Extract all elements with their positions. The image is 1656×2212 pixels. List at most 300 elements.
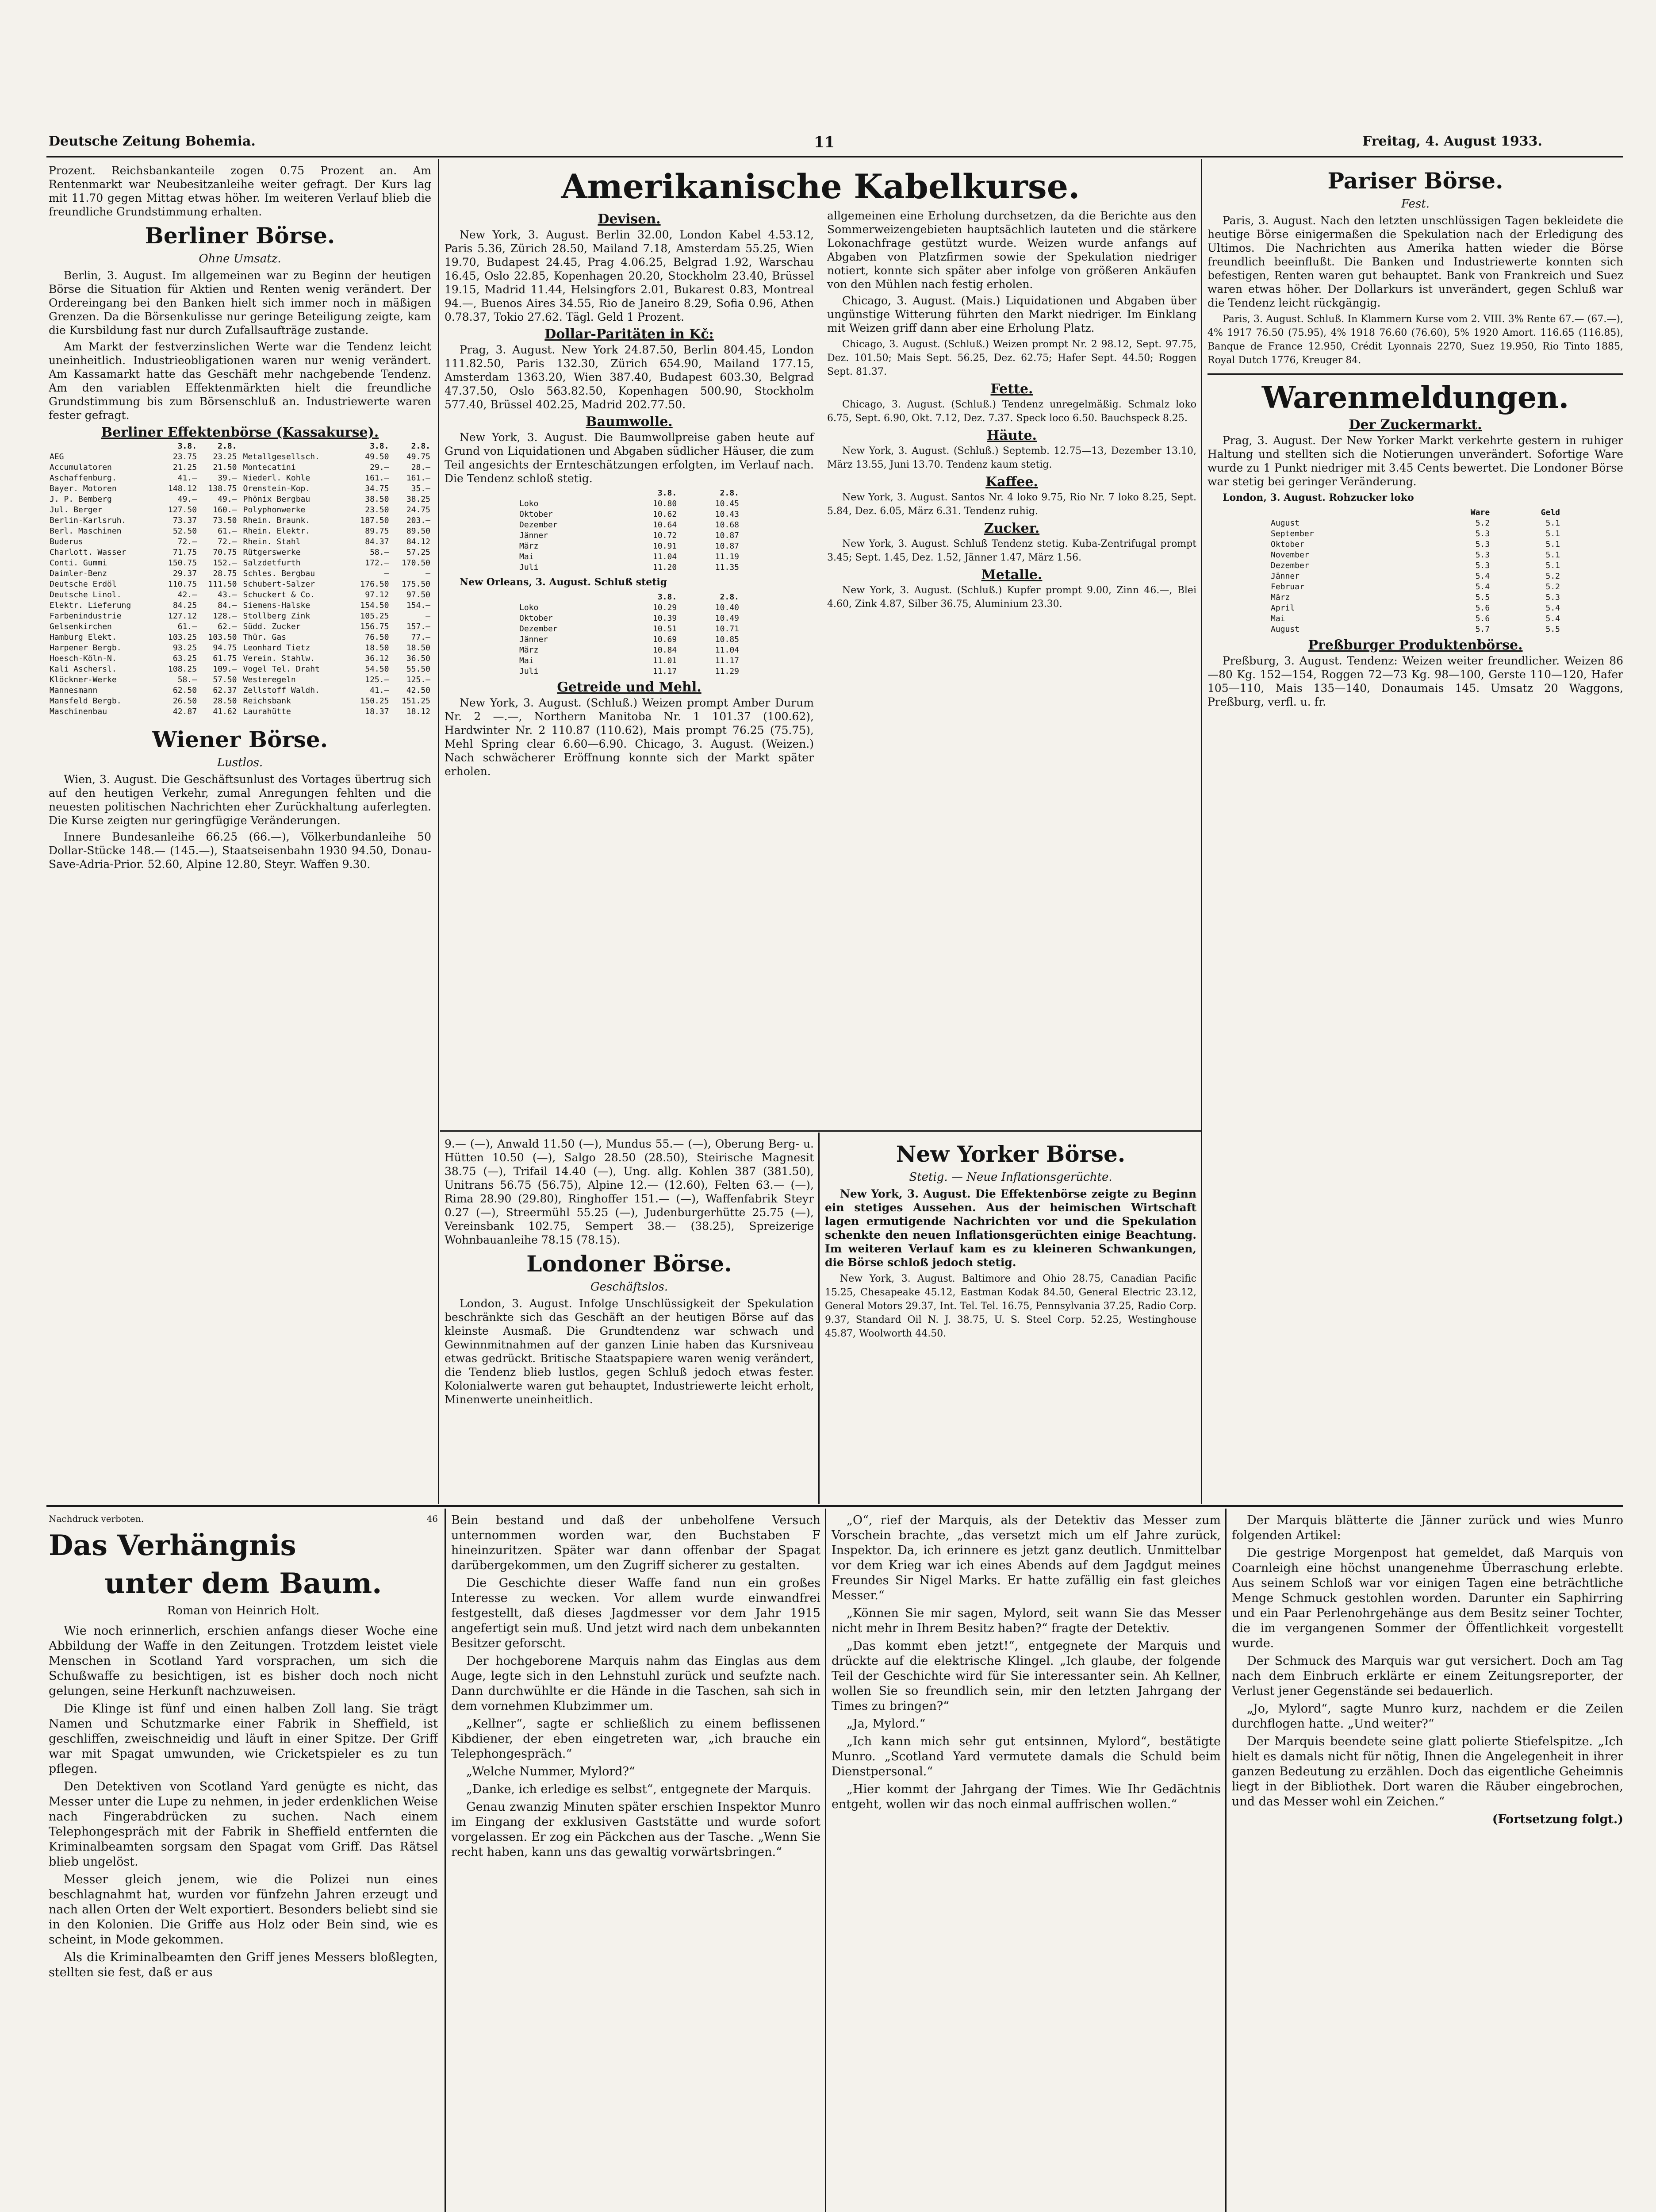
haeute-head: Häute.	[987, 428, 1037, 443]
row-value: 11.17	[715, 656, 739, 665]
table-row	[518, 499, 740, 509]
row-label: Orenstein-Kop.	[243, 484, 310, 493]
row-label: Hamburg Elekt.	[50, 633, 117, 642]
row-value: 161.—	[365, 473, 389, 483]
row-label: AEG	[50, 452, 64, 461]
row-value: 160.—	[213, 505, 237, 515]
row-value: 127.50	[168, 505, 197, 515]
row-label: Jänner	[1271, 572, 1300, 581]
row-label: Reichsbank	[243, 696, 291, 706]
row-value: 55.50	[406, 664, 430, 674]
devisen-head: Devisen.	[598, 211, 661, 227]
row-value: 111.50	[208, 580, 237, 589]
table-row	[49, 473, 238, 484]
row-label: Polyphonwerke	[243, 505, 306, 515]
londoner-boerse-subtitle: Geschäftslos.	[590, 1280, 668, 1294]
serial-paragraph: Der hochgeborene Marquis nahm das Einglas aus dem Auge, legte sich in den Lehnstuhl zurück und seufzte nach. Dann durchwühlte er die Hände in die Taschen, sah sich in dem vornehmen Klubzimmer um.	[451, 1654, 820, 1713]
table-row	[242, 664, 432, 675]
row-value: 18.37	[365, 707, 389, 716]
row-value: 5.1	[1545, 561, 1560, 570]
row-label: Mai	[1271, 614, 1285, 623]
serial-paragraph: Bein bestand und daß der unbeholfene Versuch unternommen worden war, den Buchstaben F hineinzuritzen. Später war dann offenbar der Spagat darübergekommen, um den Zugriff sicherer zu gestalten.	[451, 1513, 820, 1572]
table-row	[242, 462, 432, 473]
row-value: 10.87	[715, 541, 739, 551]
berliner-boerse-subtitle: Ohne Umsatz.	[199, 252, 281, 265]
row-value: 10.68	[715, 520, 739, 530]
table-row	[49, 537, 238, 547]
kabel-left-column	[445, 209, 814, 781]
table-row	[242, 632, 432, 643]
row-value: 10.39	[653, 614, 677, 623]
column-divider	[825, 1509, 826, 2212]
row-value: 43.—	[218, 590, 237, 599]
row-label: Niederl. Kohle	[243, 473, 310, 483]
london-text: London, 3. August. Infolge Unschlüssigkeit der Spekulation beschränkte sich das Geschäft an der heutigen Börse auf das kleinste Ausmaß. Die Grundtendenz war schwach und Gewinnmitnahmen auf der ganzen Linie haben das Kursniveau etwas gedrückt. Britische Staatspapiere waren wenig verändert, die Tendenz blieb lustlos, gegen Schluß jedoch etwas fester. Kolonialwerte waren gut behauptet, Industriewerte leicht erholt, Minenwerte uneinheitlich.	[445, 1297, 814, 1406]
kabel-right-column	[827, 209, 1196, 781]
table-row	[49, 515, 238, 526]
wien-paragraph: Innere Bundesanleihe 66.25 (66.—), Völkerbundanleihe 50 Dollar-Stücke 148.— (145.—), Staatseisenbahn 1930 94.50, Donau-Save-Adria-Prior. 52.60, Alpine 12.80, Steyr. Waffen 9.30.	[49, 830, 431, 871]
fette-head: Fette.	[990, 381, 1033, 397]
zucker-text: New York, 3. August. Schluß Tendenz stetig. Kuba-Zentrifugal prompt 3.45; Sept. 1.45, Dez. 1.52, Jänner 1.47, März 1.56.	[827, 538, 1196, 563]
table-row	[518, 666, 740, 677]
berliner-boerse-title: Berliner Börse.	[145, 223, 335, 249]
table-row	[518, 552, 740, 562]
row-value: 5.1	[1545, 540, 1560, 549]
serial-paragraph: „Ich kann mich sehr gut entsinnen, Mylord“, bestätigte Munro. „Scotland Yard vermutete damals die Schuld beim Dienstpersonal.“	[832, 1735, 1221, 1778]
serial-paragraph: „Hier kommt der Jahrgang der Times. Wie Ihr Gedächtnis entgeht, wollen wir das noch einmal auffrischen wollen.“	[832, 1782, 1221, 1811]
row-value: 18.50	[406, 643, 430, 653]
row-value: 110.75	[168, 580, 197, 589]
row-label: Vogel Tel. Draht	[243, 664, 320, 674]
row-value: 170.50	[401, 558, 430, 568]
table-row	[1270, 571, 1561, 582]
row-value: 154.—	[406, 601, 430, 610]
row-label: Jänner	[519, 531, 548, 540]
row-value: 5.1	[1545, 550, 1560, 560]
pariser-boerse-subtitle: Fest.	[1401, 197, 1430, 211]
paritaeten-head: Dollar-Paritäten in Kč:	[544, 326, 714, 342]
row-label: Verein. Stahlw.	[243, 654, 315, 663]
row-label: März	[519, 645, 539, 655]
wien-continuation: 9.— (—), Anwald 11.50 (—), Mundus 55.— (—), Oberung Berg- u. Hütten 10.50 (—), Salgo 28.50 (28.50), Steirische Magnesit 38.75 (—), Trifail 14.40 (—), Ung. allg. Kohlen 387 (381.50), Unitrans 56.75 (56.75), Alpine 12.— (12.60), Felten 63.— (—), Rima 28.90 (29.80), Ringhoffer 151.— (—), Waffenfabrik Steyr 0.27 (—), Streermühl 55.25 (—), Judenburgerhütte 25.75 (—), Vereinsbank 102.75, Sempert 38.— (38.25), Spreizerige Wohnbauanleihe 78.15 (78.15).	[445, 1137, 814, 1246]
table-row	[242, 558, 432, 568]
table-row	[49, 696, 238, 707]
issue-date: Freitag, 4. August 1933.	[1362, 134, 1542, 149]
grain-head: Getreide und Mehl.	[557, 680, 702, 695]
row-label: November	[1271, 550, 1309, 560]
cotton-neworleans-head: New Orleans, 3. August. Schluß stetig	[460, 576, 667, 588]
table-row	[49, 622, 238, 632]
row-value: 77.—	[411, 633, 430, 642]
row-label: Laurahütte	[243, 707, 291, 716]
row-value: 23.75	[172, 452, 197, 461]
row-label: J. P. Bemberg	[50, 495, 112, 504]
row-label: Kali Aschersl.	[50, 664, 117, 674]
newyorker-boerse-subtitle: Stetig. — Neue Inflationsgerüchte.	[909, 1171, 1112, 1184]
table-row	[1270, 539, 1561, 550]
produktenboerse-text: Preßburg, 3. August. Tendenz: Weizen weiter freundlicher. Weizen 86—80 Kg. 152—154, Roggen 72—73 Kg. 98—100, Gerste 110—120, Hafer 105—110, Mais 135—140, Donaumais 145. Umsatz 20 Waggons, Preßburg, verfl. u. fr.	[1208, 654, 1623, 708]
row-label: April	[1271, 603, 1295, 613]
serial-column-1	[49, 1513, 438, 2212]
row-value: 175.50	[401, 580, 430, 589]
row-label: Salzdetfurth	[243, 558, 301, 568]
newyork-quotes: New York, 3. August. Baltimore and Ohio 28.75, Canadian Pacific 15.25, Chesapeake 45.12, Eastman Kodak 84.50, General Electric 23.12, General Motors 29.37, Int. Tel. Tel. 16.75, Pennsylvania 37.25, Radio Corp. 9.37, Standard Oil N. J. 38.75, U. S. Steel Corp. 52.25, Westinghouse 45.87, Woolworth 44.50.	[825, 1273, 1196, 1339]
column-divider	[445, 1509, 446, 2212]
row-label: Accumulatoren	[50, 463, 112, 472]
table-row	[49, 526, 238, 537]
row-value: 10.49	[715, 614, 739, 623]
table-row	[242, 484, 432, 494]
row-value: 63.25	[172, 654, 197, 663]
serial-column-2	[451, 1513, 820, 2212]
row-label: Conti. Gummi	[50, 558, 107, 568]
row-label: März	[519, 541, 539, 551]
feuilleton-rule	[46, 1505, 1623, 1507]
row-label: Dezember	[519, 624, 558, 634]
row-value: 35.—	[411, 484, 430, 493]
row-value: 5.1	[1545, 529, 1560, 538]
row-value: 10.91	[653, 541, 677, 551]
reprint-notice: Nachdruck verboten.	[49, 1513, 144, 1524]
table-row	[242, 685, 432, 696]
wien-paragraph: Wien, 3. August. Die Geschäftsunlust des Vortages übertrug sich auf den heutigen Verkehr, zumal Anregungen fehlten und die neuesten politischen Nachrichten eher Zurückhaltung auferlegten. Die Kurse zeigten nur geringfügige Veränderungen.	[49, 773, 431, 827]
table-row	[49, 452, 238, 462]
paris-quotes: Paris, 3. August. Schluß. In Klammern Kurse vom 2. VIII. 3% Rente 67.— (67.—), 4% 1917 76.50 (75.95), 4% 1918 76.60 (76.60), 5% 1920 Amort. 116.65 (116.85), Banque de France 12.950, Crédit Lyonnais 2270, Suez 19.950, Rio Tinto 1885, Royal Dutch 1776, Kreuger 84.	[1208, 314, 1623, 366]
baumwolle-text: New York, 3. August. Die Baumwollpreise gaben heute auf Grund von Liquidationen und Abgaben südlicher Häuser, die zum Teil angesichts der Ernteschätzungen erfolgten, im Verlauf nach. Die Tendenz schloß stetig.	[445, 431, 814, 485]
wiener-boerse-title: Wiener Börse.	[152, 726, 328, 753]
row-value: 57.25	[406, 548, 430, 557]
row-value: 29.37	[172, 569, 197, 578]
row-label: Schles. Bergbau	[243, 569, 315, 578]
row-value: 10.64	[653, 520, 677, 530]
row-value: 109.—	[213, 664, 237, 674]
row-label: Hoesch-Köln-N.	[50, 654, 117, 663]
paris-text: Paris, 3. August. Nach den letzten unschlüssigen Tagen bekleidete die heutige Börse einigermaßen die Spekulation nach der Erledigung des Ultimos. Die Nachrichten aus Amerika hatten wieder die Börse freundlich beeinflußt. Die Banken und Industriewerte konnten sich befestigen, Renten waren gut behauptet. Bank von Frankreich und Suez waren etwas höher. Der Dollarkurs ist unverändert, gegen Schluß war die Tendenz leicht rückgängig.	[1208, 214, 1623, 309]
row-value: 61.—	[177, 622, 197, 631]
row-label: Charlott. Wasser	[50, 548, 126, 557]
row-value: 49.75	[406, 452, 430, 461]
section-rule	[440, 1130, 1201, 1132]
row-label: Gelsenkirchen	[50, 622, 112, 631]
row-value: 97.12	[365, 590, 389, 599]
row-value: 5.5	[1475, 593, 1490, 602]
amerikanische-kabelkurse	[445, 164, 1196, 1128]
table-row	[242, 643, 432, 653]
row-value: —	[384, 569, 389, 578]
table-row	[518, 530, 740, 541]
row-value: 103.50	[208, 633, 237, 642]
serial-paragraph: Die Geschichte dieser Waffe fand nun ein großes Interesse zu wecken. Vor allem wurde einwandfrei festgestellt, daß dieses Jagdmesser vor dem Jahr 1915 angefertigt sein muß. Und jetzt wird nach dem unbekannten Besitzer geforscht.	[451, 1576, 820, 1650]
table-row	[1270, 614, 1561, 624]
row-value: 172.—	[365, 558, 389, 568]
row-label: Mansfeld Bergb.	[50, 696, 122, 706]
london-sugar-head: London, 3. August. Rohzucker loko	[1223, 492, 1414, 503]
row-label: Mannesmann	[50, 686, 98, 695]
serial-paragraph: „Welche Nummer, Mylord?“	[466, 1765, 635, 1778]
row-value: 10.85	[715, 635, 739, 644]
row-label: Zellstoff Waldh.	[243, 686, 320, 695]
table-row	[49, 568, 238, 579]
table-row	[518, 624, 740, 634]
row-value: 125.—	[365, 675, 389, 684]
row-value: 11.20	[653, 563, 677, 572]
table-row	[242, 611, 432, 622]
table-row	[242, 494, 432, 505]
row-value: 161.—	[406, 473, 430, 483]
metalle-text: New York, 3. August. (Schluß.) Kupfer prompt 9.00, Zinn 46.—, Blei 4.60, Zink 4.87, Silber 36.75, Aluminium 23.30.	[827, 585, 1196, 610]
table-row	[242, 526, 432, 537]
table-row	[518, 634, 740, 645]
table-row	[242, 537, 432, 547]
row-value: 28.—	[411, 463, 430, 472]
table-row	[49, 505, 238, 515]
row-value: 5.2	[1545, 572, 1560, 581]
row-label: Klöckner-Werke	[50, 675, 117, 684]
table-row	[242, 696, 432, 707]
serial-paragraph: Die Klinge ist fünf und einen halben Zoll lang. Sie trägt Namen und Schutzmarke einer Fabrik in Sheffield, ist geschliffen, zweischneidig und läuft in einer Spitze. Der Griff war mit Spagat umwunden, wie Cricketspieler es zu tun pflegen.	[49, 1702, 438, 1776]
haeute-text: New York, 3. August. (Schluß.) Septemb. 12.75—13, Dezember 13.10, März 13.55, Juni 13.70. Tendenz kaum stetig.	[827, 445, 1196, 470]
table-row	[1270, 518, 1561, 529]
row-value: 84.12	[406, 537, 430, 546]
column-divider	[818, 1133, 820, 1504]
row-value: 84.37	[365, 537, 389, 546]
baumwolle-head: Baumwolle.	[586, 414, 673, 430]
row-label: Juli	[519, 667, 539, 676]
row-value: 71.75	[172, 548, 197, 557]
serial-column-3	[832, 1513, 1221, 2212]
table-row	[518, 645, 740, 656]
table-row	[518, 509, 740, 520]
row-value: 10.62	[653, 510, 677, 519]
serial-column-4	[1232, 1513, 1623, 2212]
table-row	[518, 520, 740, 530]
row-value: 11.04	[715, 645, 739, 655]
serial-continuation-note: (Fortsetzung folgt.)	[1492, 1813, 1623, 1826]
paritaeten-text: Prag, 3. August. New York 24.87.50, Berlin 804.45, London 111.82.50, Paris 132.30, Zürich 654.90, Mailand 177.15, Amsterdam 1363.20, Wien 387.40, Budapest 603.30, Belgrad 47.37.50, Oslo 563.82.50, Kopenhagen 500.90, Stockholm 577.40, Brüssel 402.25, Madrid 202.77.50.	[445, 343, 814, 411]
row-value: 128.—	[213, 611, 237, 621]
row-value: 41.—	[177, 473, 197, 483]
row-label: Dezember	[519, 520, 558, 530]
row-label: Deutsche Erdöl	[50, 580, 117, 589]
row-label: Oktober	[519, 510, 553, 519]
row-value: 203.—	[406, 516, 430, 525]
row-value: 5.2	[1475, 518, 1490, 528]
row-value: 10.87	[715, 531, 739, 540]
row-value: 5.6	[1475, 603, 1490, 613]
table-row	[49, 494, 238, 505]
row-value: 58.—	[177, 675, 197, 684]
row-value: —	[426, 569, 430, 578]
serial-paragraph: Die gestrige Morgenpost hat gemeldet, daß Marquis von Coarnleigh eine höchst unangenehme Überraschung erlebte. Aus seinem Schloß war vor einigen Tagen eine beträchtliche Menge Schmuck gestohlen worden. Darunter ein Saphirring und ein Paar Perlenohrgehänge aus dem Besitz seiner Tochter, die im vergangenen Sommer der Öffentlichkeit vorgestellt wurde.	[1232, 1546, 1623, 1650]
row-value: 42.50	[406, 686, 430, 695]
row-value: 5.4	[1475, 572, 1490, 581]
row-value: 49.—	[177, 495, 197, 504]
row-label: Berlin-Karlsruh.	[50, 516, 126, 525]
fette-text: Chicago, 3. August. (Schluß.) Tendenz unregelmäßig. Schmalz loko 6.75, Sept. 6.90, Okt. 7.12, Dez. 7.37. Speck loco 6.50. Bauchspeck 8.25.	[827, 399, 1196, 424]
row-label: Februar	[1271, 582, 1304, 591]
row-value: 70.75	[213, 548, 237, 557]
row-value: 5.3	[1475, 529, 1490, 538]
row-value: 5.3	[1475, 561, 1490, 570]
zucker-head: Zucker.	[984, 521, 1040, 536]
row-value: 108.25	[168, 664, 197, 674]
row-value: 28.50	[213, 696, 237, 706]
row-label: Rhein. Stahl	[243, 537, 301, 546]
newyork-text: New York, 3. August. Die Effektenbörse zeigte zu Beginn ein stetiges Aussehen. Aus der heimischen Wirtschaft lagen ermutigende Nachrichten vor und die Spekulation schenkte den neuen Inflationsgerüchten einige Beachtung. Im weiteren Verlauf kam es zu kleineren Schwankungen, die Börse schloß jedoch stetig.	[825, 1187, 1196, 1269]
row-label: Südd. Zucker	[243, 622, 301, 631]
table-row	[242, 707, 432, 717]
table-row	[49, 484, 238, 494]
table-row	[49, 600, 238, 611]
page-number: 11	[814, 134, 835, 151]
kaffee-text: New York, 3. August. Santos Nr. 4 loko 9.75, Rio Nr. 7 loko 8.25, Sept. 5.84, Dez. 6.05, März 6.31. Tendenz ruhig.	[827, 492, 1196, 517]
row-label: Juli	[519, 563, 539, 572]
table-row	[518, 603, 740, 613]
row-value: 61.75	[213, 654, 237, 663]
row-label: Thür. Gas	[243, 633, 287, 642]
newyorker-boerse-column	[825, 1137, 1196, 1500]
serial-paragraph: „Ja, Mylord.“	[847, 1717, 926, 1731]
berliner-boerse-column	[49, 164, 431, 1500]
row-value: 18.50	[365, 643, 389, 653]
table-row	[518, 656, 740, 666]
table-row	[49, 611, 238, 622]
row-value: 28.75	[213, 569, 237, 578]
chicago-grain-quotes: Chicago, 3. August. (Schluß.) Weizen prompt Nr. 2 98.12, Sept. 97.75, Dez. 101.50; Mais Sept. 56.25, Dez. 62.75; Hafer Sept. 44.50; Roggen Sept. 81.37.	[827, 339, 1196, 377]
row-value: 11.01	[653, 656, 677, 665]
row-value: 151.25	[401, 696, 430, 706]
row-value: 10.40	[715, 603, 739, 612]
grain-text: New York, 3. August. (Schluß.) Weizen prompt Amber Durum Nr. 2 —.—, Northern Manitoba Nr. 1 101.37 (100.62), Hardwinter Nr. 2 110.87 (110.62), Mais prompt 76.25 (75.75), Mehl Spring clear 6.60—6.90. Chicago, 3. August. (Weizen.) Nach schwächerer Eröffnung konnte sich der Markt später erholen.	[445, 696, 814, 778]
row-value: 5.6	[1475, 614, 1490, 623]
table-row	[242, 579, 432, 590]
grain-continued: allgemeinen eine Erholung durchsetzen, da die Berichte aus den Sommerweizengebieten hauptsächlich lauteten und die stärkere Lokonachfrage gestützt wurde. Weizen wurde anfangs auf Abgaben von Platzfirmen sowie der Spekulation niedriger notiert, konnte sich später aber infolge von größeren Ankäufen von den Mühlen nach festig erholen.	[827, 209, 1196, 291]
table-row	[518, 541, 740, 552]
berlin-paragraph: Am Markt der festverzinslichen Werte war die Tendenz leicht uneinheitlich. Industrieobligationen waren nur wenig verändert. Am Kassamarkt hatte das Geschäft mehr nachgebende Tendenz. Am den variablen Effektenmärkten hielt die freundliche Grundstimmung bis zum Börsenschluß an. Industriewerte waren fester gefragt.	[49, 340, 431, 422]
row-label: Oktober	[1271, 540, 1304, 549]
row-value: 5.1	[1545, 518, 1560, 528]
row-value: 57.50	[213, 675, 237, 684]
row-value: 58.—	[370, 548, 389, 557]
row-label: September	[1271, 529, 1314, 538]
row-value: 34.75	[365, 484, 389, 493]
row-label: Harpener Bergb.	[50, 643, 122, 653]
cotton-newyork-table: 3.8. 2.8. Loko 10.80 10.45 Oktober 10.62 10.43 Dezember 10.64 10.68 Jänner 10.72 10.87 März 10.91 10.87 Mai 11.04 11.19 Juli 11.20 11.35	[519, 488, 739, 572]
row-value: 127.12	[168, 611, 197, 621]
row-label: Rhein. Braunk.	[243, 516, 310, 525]
sugar-table: Ware Geld August 5.2 5.1 September 5.3 5.1 Oktober 5.3 5.1 November 5.3 5.1 Dezember 5.3 5.1 Jänner 5.4 5.2 Februar 5.4 5.2 März 5.5 5.3 April 5.6 5.4 Mai 5.6 5.4 August 5.7 5.5	[1271, 508, 1560, 634]
row-value: 150.75	[168, 558, 197, 568]
devisen-text: New York, 3. August. Berlin 32.00, London Kabel 4.53.12, Paris 5.36, Zürich 28.50, Mailand 7.18, Amsterdam 55.25, Wien 19.70, Budapest 24.45, Prag 4.06.25, Belgrad 1.92, Warschau 16.45, Oslo 22.85, Kopenhagen 20.20, Stockholm 23.40, Brüssel 19.15, Madrid 11.44, Helsingfors 2.01, Bukarest 0.83, Montreal 94.—, Buenos Aires 34.55, Rio de Janeiro 8.29, Sofia 0.96, Athen 0.78.37, Tokio 27.62. Tägl. Geld 1 Prozent.	[445, 228, 814, 323]
table-row	[49, 675, 238, 685]
row-label: Loko	[519, 499, 539, 508]
column-divider	[1225, 1509, 1227, 2212]
row-value: 62.37	[213, 686, 237, 695]
serial-paragraph: Der Marquis blätterte die Jänner zurück und wies Munro folgenden Artikel:	[1232, 1513, 1623, 1542]
row-label: Farbenindustrie	[50, 611, 122, 621]
row-value: 72.—	[177, 537, 197, 546]
row-value: 150.25	[360, 696, 389, 706]
serial-paragraph: Wie noch erinnerlich, erschien anfangs dieser Woche eine Abbildung der Waffe in den Zeitungen. Trotzdem leistet viele Menschen in Scotland Yard vorsprachen, um sich die Schußwaffe zu besichtigen, ist es bisher doch noch nicht gelungen, seine Herkunft nachzuweisen.	[49, 1624, 438, 1698]
row-value: 97.50	[406, 590, 430, 599]
row-value: 148.12	[168, 484, 197, 493]
row-value: 93.25	[172, 643, 197, 653]
table-row	[242, 600, 432, 611]
row-value: 41.62	[213, 707, 237, 716]
row-value: 10.84	[653, 645, 677, 655]
header-rule	[46, 156, 1623, 157]
serial-paragraph: „Können Sie mir sagen, Mylord, seit wann Sie das Messer nicht mehr in Ihrem Besitz haben?“ fragte der Detektiv.	[832, 1606, 1221, 1635]
serial-title-line2: unter dem Baum.	[104, 1567, 382, 1600]
row-label: Elektr. Lieferung	[50, 601, 131, 610]
table-row	[49, 590, 238, 600]
row-value: 84.—	[218, 601, 237, 610]
row-label: Metallgesellsch.	[243, 452, 320, 461]
row-label: Jul. Berger	[50, 505, 103, 515]
pariser-boerse-title: Pariser Börse.	[1327, 168, 1503, 194]
table-row	[518, 613, 740, 624]
table-row	[1270, 582, 1561, 592]
serial-paragraph: „Danke, ich erledige es selbst“, entgegnete der Marquis.	[466, 1782, 812, 1796]
row-value: 21.50	[213, 463, 237, 472]
row-value: 103.25	[168, 633, 197, 642]
londoner-boerse-title: Londoner Börse.	[526, 1251, 732, 1277]
row-label: Mai	[519, 656, 534, 665]
row-value: 73.37	[172, 516, 197, 525]
row-value: 11.17	[653, 667, 677, 676]
row-value: 36.12	[365, 654, 389, 663]
cotton-neworleans-table: 3.8. 2.8. Loko 10.29 10.40 Oktober 10.39 10.49 Dezember 10.51 10.71 Jänner 10.69 10.85 März 10.84 11.04 Mai 11.01 11.17 Juli 11.17 11.29	[519, 592, 739, 676]
row-value: 89.50	[406, 526, 430, 536]
pariser-boerse-column	[1208, 164, 1623, 1500]
table-row	[242, 568, 432, 579]
row-value: 52.50	[172, 526, 197, 536]
row-value: 11.19	[715, 552, 739, 561]
row-value: 10.43	[715, 510, 739, 519]
metalle-head: Metalle.	[981, 567, 1043, 583]
row-value: 62.—	[218, 622, 237, 631]
row-value: 54.50	[365, 664, 389, 674]
row-value: 187.50	[360, 516, 389, 525]
row-label: Leonhard Tietz	[243, 643, 310, 653]
row-value: 10.69	[653, 635, 677, 644]
table-row	[49, 547, 238, 558]
serial-paragraph: Genau zwanzig Minuten später erschien Inspektor Munro im Eingang der exklusiven Gaststätte und wurde sofort vorgelassen. Er zog ein Päckchen aus der Tasche. „Wenn Sie recht haben, kann uns das gewaltig vorwärtsbringen.“	[451, 1800, 820, 1859]
serial-paragraph: Den Detektiven von Scotland Yard genügte es nicht, das Messer unter die Lupe zu nehmen, in jeder erdenklichen Weise nach Fingerabdrücken zu suchen. Nach einem Telephongespräch mit der Fabrik in Sheffield entfernten die Kriminalbeamten sorgsam den Spagat vom Griff. Das Rätsel blieb ungelöst.	[49, 1780, 438, 1869]
row-value: 176.50	[360, 580, 389, 589]
row-value: 61.—	[218, 526, 237, 536]
row-value: 84.25	[172, 601, 197, 610]
row-value: 5.7	[1475, 625, 1490, 634]
row-value: —	[426, 611, 430, 621]
serial-paragraph: „Kellner“, sagte er schließlich zu einem beflissenen Kibdiener, der eben eingetreten war, „ich brauche ein Telephongespräch.“	[451, 1717, 820, 1761]
row-label: Jänner	[519, 635, 548, 644]
row-label: Schuckert & Co.	[243, 590, 315, 599]
serial-paragraph: „O“, rief der Marquis, als der Detektiv das Messer zum Vorschein brachte, „das versetzt mich um elf Jahre zurück, Inspektor. Da, ich erinnere es jetzt ganz deutlich. Unmittelbar vor dem Krieg war ich eines Abends auf dem Jagdgut meines Freundes Sir Nigel Marks. Er hatte zufällig ein fast gleiches Messer.“	[832, 1513, 1221, 1602]
table-row	[242, 622, 432, 632]
row-label: August	[1271, 625, 1300, 634]
row-label: Maschinenbau	[50, 707, 107, 716]
row-label: Montecatini	[243, 463, 296, 472]
table-row	[49, 558, 238, 568]
row-value: 125.—	[406, 675, 430, 684]
berlin-quotes-right: 3.8. 2.8. Metallgesellsch. 49.50 49.75 Montecatini 29.— 28.— Niederl. Kohle 161.— 161.— Orenstein-Kop. 34.75 35.— Phönix Bergbau 38.50 38.25 Polyphonwerke 23.50 24.75 Rhein. Braunk. 187.50 203.— Rhein. Elektr. 89.75 89.50 Rhein. Stahl 84.37 84.12 Rütgerswerke 58.— 57.25 Salzdetfurth 172.— 170.50 Schles. Bergbau — — Schubert-Salzer 176.50 175.50 Schuckert & Co. 97.12 97.50 Siemens-Halske 154.50 154.— Stollberg Zink 105.25 — Südd. Zucker 156.75 157.— Thür. Gas 76.50 77.— Leonhard Tietz 18.50 18.50 Verein. Stahlw. 36.12 36.50 Vogel Tel. Draht 54.50 55.50 Westeregeln 125.— 125.— Zellstoff Waldh. 41.— 42.50 Reichsbank 150.25 151.25 Laurahütte 18.37 18.12	[243, 442, 430, 716]
section-rule	[1208, 373, 1623, 375]
row-value: 41.—	[370, 686, 389, 695]
row-value: 23.50	[365, 505, 389, 515]
row-value: 49.—	[218, 495, 237, 504]
table-row	[242, 505, 432, 515]
